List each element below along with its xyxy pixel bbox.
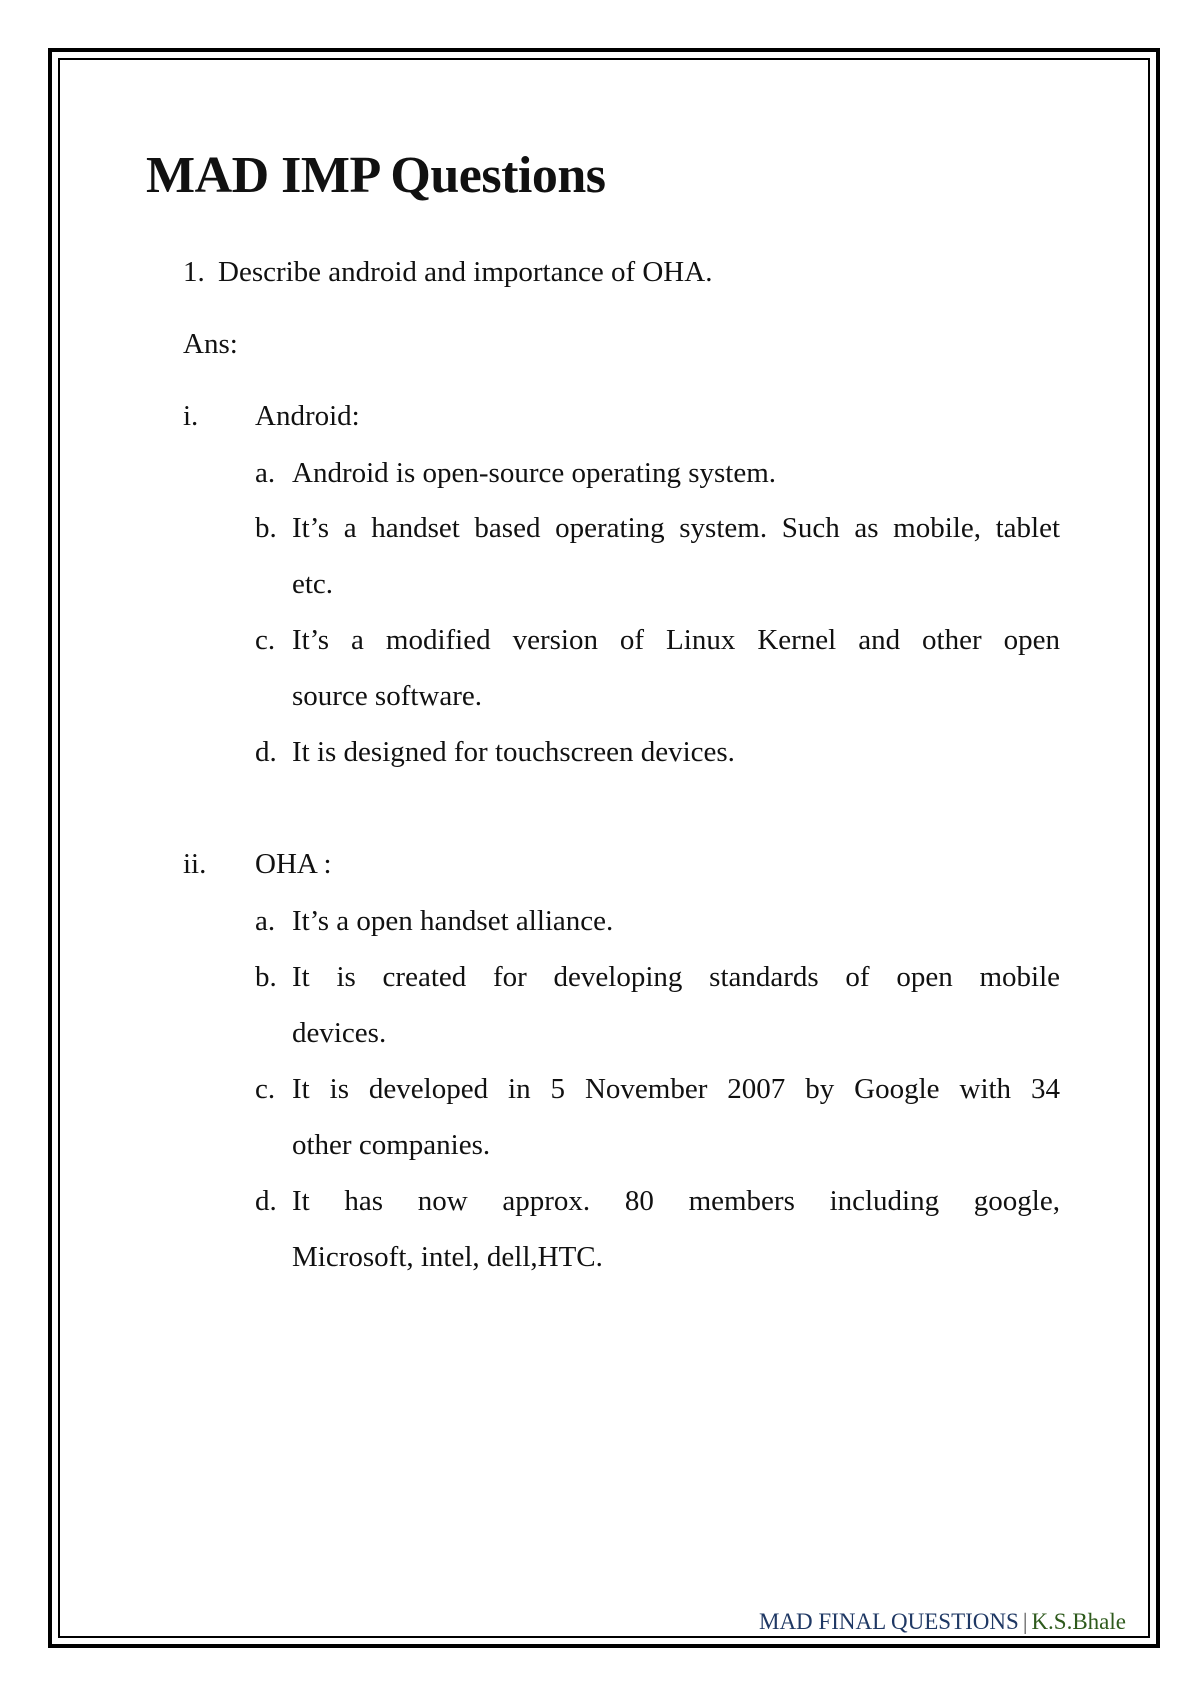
footer-separator: |: [1022, 1609, 1028, 1634]
section-numeral: ii.: [183, 848, 207, 880]
page-footer: [759, 1608, 1126, 1636]
section-numeral: i.: [183, 400, 199, 432]
point-line: other companies.: [292, 1129, 491, 1161]
footer-author: K.S.Bhale: [1031, 1609, 1126, 1634]
point-line: devices.: [292, 1017, 387, 1049]
point-letter: d.: [255, 1185, 277, 1217]
question-number: 1.: [183, 256, 205, 288]
point-letter: b.: [255, 961, 277, 993]
footer-doc-title: MAD FINAL QUESTIONS: [759, 1609, 1019, 1634]
point-line: It’s a handset based operating system. Such as mobile, tablet: [292, 512, 1060, 544]
point-letter: b.: [255, 512, 277, 544]
question-text: Describe android and importance of OHA.: [218, 256, 713, 288]
section-heading-oha: OHA :: [255, 848, 332, 880]
point-line: It is created for developing standards of open mobile: [292, 961, 1060, 993]
point-line: It’s a modified version of Linux Kernel and other open: [292, 624, 1060, 656]
point-letter: d.: [255, 736, 277, 768]
point-line: source software.: [292, 680, 483, 712]
point-line: Microsoft, intel, dell,HTC.: [292, 1241, 603, 1273]
answer-label: Ans:: [183, 328, 238, 360]
point-line: It is designed for touchscreen devices.: [292, 736, 735, 768]
point-letter: a.: [255, 905, 276, 937]
point-letter: c.: [255, 1073, 276, 1105]
section-heading-android: Android:: [255, 400, 360, 432]
point-line: etc.: [292, 568, 334, 600]
point-letter: a.: [255, 457, 276, 489]
point-line: It has now approx. 80 members including google,: [292, 1185, 1060, 1217]
point-letter: c.: [255, 624, 276, 656]
page-border-inner: [58, 58, 1150, 1638]
point-line: Android is open-source operating system.: [292, 457, 777, 489]
page-title: MAD IMP Questions: [146, 147, 606, 204]
point-line: It is developed in 5 November 2007 by Google with 34: [292, 1073, 1060, 1105]
point-line: It’s a open handset alliance.: [292, 905, 614, 937]
